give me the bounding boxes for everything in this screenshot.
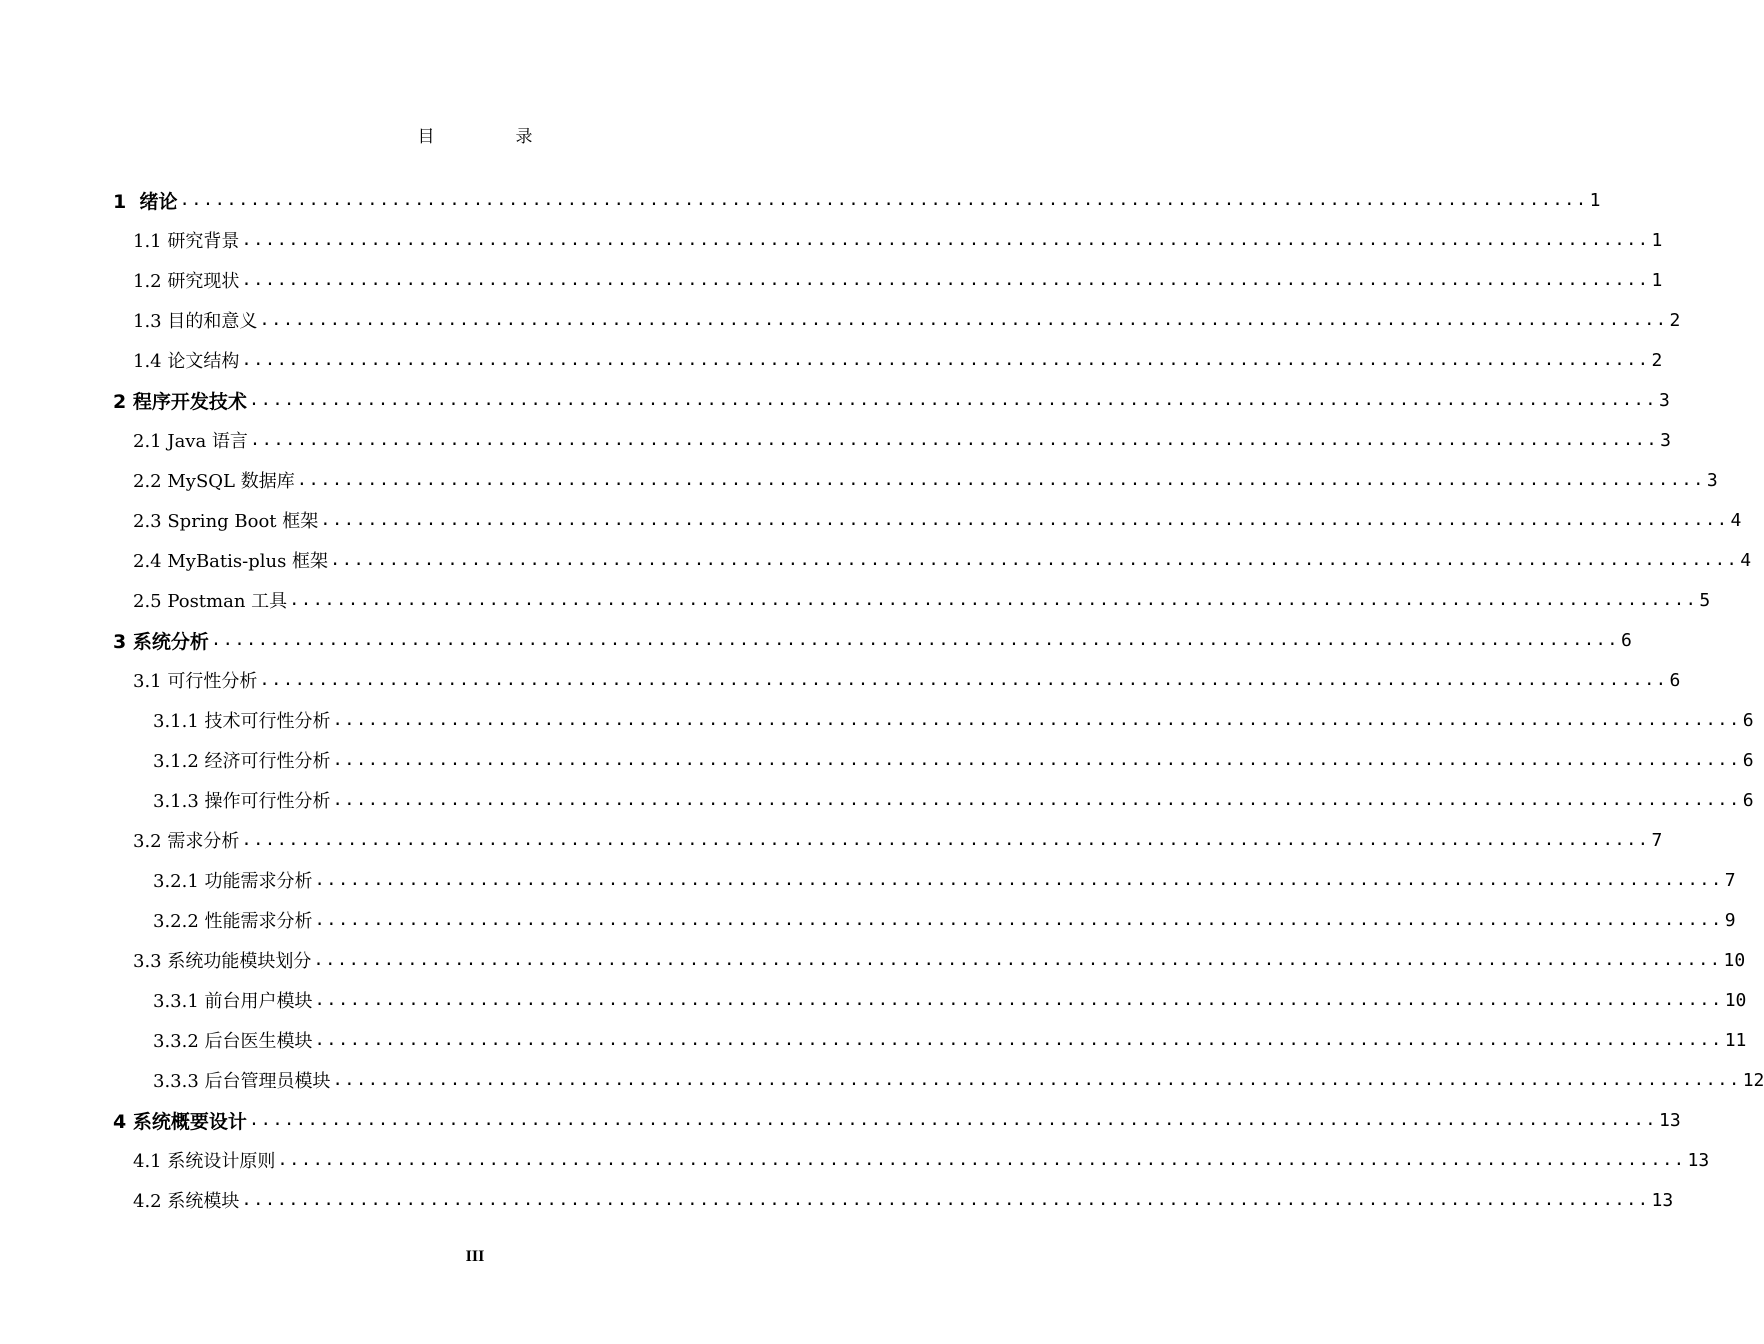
- toc-entry-page: 1: [1651, 229, 1663, 251]
- toc-entry-page: 5: [1699, 589, 1711, 611]
- toc-entry-label: 3 系统分析: [113, 630, 209, 653]
- toc-entry[interactable]: [133, 260, 1663, 300]
- toc-entry-label: 3.3.3 后台管理员模块: [153, 1071, 331, 1092]
- toc-entry-page: 10: [1723, 949, 1746, 971]
- toc-leader-dots: ........................................................................................................................: [241, 830, 1650, 850]
- toc-entry-label: 2.2 MySQL 数据库: [133, 471, 295, 492]
- toc-entry[interactable]: [133, 300, 1681, 340]
- toc-leader-dots: ........................................................................................................................: [249, 430, 1659, 450]
- toc-entry-label: 3.1.3 操作可行性分析: [153, 791, 331, 812]
- toc-entry[interactable]: [153, 900, 1736, 940]
- toc-entry[interactable]: [133, 220, 1663, 260]
- toc-title: 目 录: [417, 127, 565, 147]
- toc-leader-dots: ........................................................................................................................: [314, 870, 1723, 890]
- toc-leader-dots: ........................................................................................................................: [259, 310, 1668, 330]
- toc-entry-label: 1.1 研究背景: [133, 231, 240, 252]
- toc-entry-label: 2.5 Postman 工具: [133, 591, 288, 612]
- page-number: III: [465, 1248, 485, 1265]
- toc-entry-label: 3.3.1 前台用户模块: [153, 991, 313, 1012]
- toc-entry[interactable]: [133, 580, 1711, 620]
- toc-entry-label: 3.1.1 技术可行性分析: [153, 711, 331, 732]
- toc-entry-label: 3.1.2 经济可行性分析: [153, 751, 331, 772]
- toc-entry-label: 4 系统概要设计: [113, 1110, 247, 1133]
- toc-entry-label: 1 绪论: [113, 190, 178, 213]
- toc-entry-page: 6: [1621, 629, 1632, 651]
- toc-entry-label: 1.3 目的和意义: [133, 311, 258, 332]
- toc-entry[interactable]: [133, 540, 1752, 580]
- toc-leader-dots: ........................................................................................................................: [332, 1070, 1741, 1090]
- toc-entry-page: 2: [1669, 309, 1681, 331]
- toc-entry[interactable]: [133, 660, 1681, 700]
- toc-leader-dots: ........................................................................................................................: [179, 190, 1588, 210]
- toc-leader-dots: ........................................................................................................................: [277, 1150, 1686, 1170]
- toc-leader-dots: ........................................................................................................................: [289, 590, 1698, 610]
- toc-entry[interactable]: [133, 460, 1718, 500]
- toc-leader-dots: ........................................................................................................................: [248, 1110, 1658, 1130]
- toc-entry-label: 3.2.1 功能需求分析: [153, 871, 313, 892]
- toc-entry-page: 11: [1724, 1029, 1747, 1051]
- toc-entry-label: 4.1 系统设计原则: [133, 1151, 276, 1172]
- toc-entry-label: 3.3 系统功能模块划分: [133, 951, 312, 972]
- toc-entry-page: 13: [1687, 1149, 1710, 1171]
- toc-entry-page: 7: [1724, 869, 1736, 891]
- toc-entry-page: 3: [1660, 429, 1671, 451]
- toc-leader-dots: ........................................................................................................................: [241, 230, 1650, 250]
- toc-entry-page: 4: [1730, 509, 1742, 531]
- toc-entry[interactable]: [133, 420, 1671, 460]
- toc-entry[interactable]: [113, 1100, 1681, 1140]
- toc-entry-page: 6: [1742, 749, 1754, 771]
- toc-entry-label: 1.2 研究现状: [133, 271, 240, 292]
- toc-entry-page: 9: [1724, 909, 1736, 931]
- toc-entry-label: 3.1 可行性分析: [133, 671, 258, 692]
- toc-leader-dots: ........................................................................................................................: [320, 510, 1729, 530]
- toc-entry[interactable]: [133, 940, 1746, 980]
- toc-leader-dots: ........................................................................................................................: [248, 390, 1658, 410]
- toc-entry-label: 4.2 系统模块: [133, 1191, 240, 1212]
- toc-entry[interactable]: [153, 860, 1736, 900]
- toc-entry-label: 2.4 MyBatis-plus 框架: [133, 551, 329, 572]
- toc-entry[interactable]: [153, 780, 1754, 820]
- toc-entry-page: 2: [1651, 349, 1663, 371]
- toc-entry-page: 7: [1651, 829, 1663, 851]
- toc-leader-dots: ........................................................................................................................: [330, 550, 1739, 570]
- toc-leader-dots: ........................................................................................................................: [332, 790, 1741, 810]
- toc-entry-page: 1: [1589, 189, 1601, 211]
- toc-leader-dots: ........................................................................................................................: [314, 1030, 1723, 1050]
- toc-entry-page: 4: [1740, 549, 1752, 571]
- toc-entry-page: 3: [1659, 389, 1670, 411]
- toc-leader-dots: ........................................................................................................................: [241, 350, 1650, 370]
- toc-entry[interactable]: [133, 1180, 1674, 1220]
- toc-entry-page: 6: [1742, 709, 1754, 731]
- toc-entry[interactable]: [153, 1020, 1747, 1060]
- toc-entry-label: 2 程序开发技术: [113, 390, 247, 413]
- toc-leader-dots: ........................................................................................................................: [314, 910, 1723, 930]
- toc-leader-dots: ........................................................................................................................: [314, 990, 1723, 1010]
- toc-entry-page: 3: [1706, 469, 1718, 491]
- toc-entry[interactable]: [113, 380, 1670, 420]
- toc-leader-dots: ........................................................................................................................: [259, 670, 1668, 690]
- toc-entry-label: 2.3 Spring Boot 框架: [133, 511, 319, 532]
- toc-entry-page: 6: [1742, 789, 1754, 811]
- toc-entry[interactable]: [113, 180, 1601, 220]
- toc-entry-page: 1: [1651, 269, 1663, 291]
- toc-leader-dots: ........................................................................................................................: [332, 750, 1741, 770]
- toc-entry[interactable]: [133, 820, 1663, 860]
- toc-entry-label: 1.4 论文结构: [133, 351, 240, 372]
- toc-entry[interactable]: [153, 700, 1754, 740]
- toc-entry-label: 2.1 Java 语言: [133, 431, 248, 452]
- toc-entry[interactable]: [153, 1060, 1764, 1100]
- toc-leader-dots: ........................................................................................................................: [296, 470, 1705, 490]
- toc-entry[interactable]: [113, 620, 1632, 660]
- toc-entry[interactable]: [153, 740, 1754, 780]
- toc-entry-label: 3.2.2 性能需求分析: [153, 911, 313, 932]
- toc-entry-page: 6: [1669, 669, 1681, 691]
- toc-leader-dots: ........................................................................................................................: [241, 270, 1650, 290]
- toc-entry-page: 13: [1651, 1189, 1674, 1211]
- toc-entry[interactable]: [133, 1140, 1710, 1180]
- toc-entry[interactable]: [153, 980, 1747, 1020]
- toc-leader-dots: ........................................................................................................................: [241, 1190, 1650, 1210]
- toc-leader-dots: ........................................................................................................................: [210, 630, 1620, 650]
- toc-entry[interactable]: [133, 340, 1663, 380]
- toc-entry-label: 3.3.2 后台医生模块: [153, 1031, 313, 1052]
- toc-entry-label: 3.2 需求分析: [133, 831, 240, 852]
- toc-entry-page: 12: [1742, 1069, 1764, 1091]
- toc-leader-dots: ........................................................................................................................: [313, 950, 1722, 970]
- toc-entry-page: 10: [1724, 989, 1747, 1011]
- toc-leader-dots: ........................................................................................................................: [332, 710, 1741, 730]
- toc-entry-page: 13: [1659, 1109, 1681, 1131]
- toc-entry[interactable]: [133, 500, 1742, 540]
